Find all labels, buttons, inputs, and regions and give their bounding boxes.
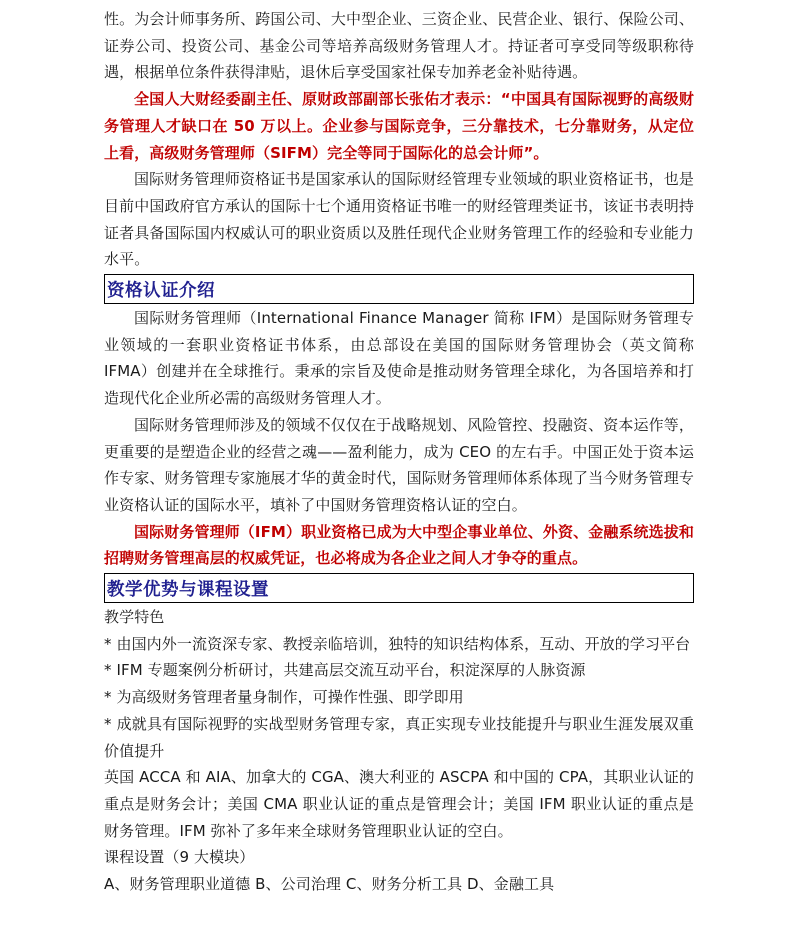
feature-item-3: * 为高级财务管理者量身制作，可操作性强、即学即用 (104, 688, 464, 707)
section-heading-certification (104, 274, 694, 304)
feature-item-1: * 由国内外一流资深专家、教授亲临培训，独特的知识结构体系，互动、开放的学习平台 (104, 634, 691, 653)
intro-quote: 全国人大财经委副主任、原财政部副部长张佑才表示：“中国具有国际视野的高级财务管理人才缺口在 50 万以上。企业参与国际竞争，三分靠技术，七分靠财务，从定位上看，高级财务管理师（SIFM）完全等同于国际化的总会计师”。 (104, 90, 694, 162)
intro-paragraph-2: 国际财务管理师资格证书是国家承认的国际财经管理专业领域的职业资格证书，也是目前中国政府官方承认的国际十七个通用资格证书唯一的财经管理类证书，该证书表明持证者具备国际国内权威认可的职业资质以及胜任现代企业财务管理工作的经验和专业能力水平。 (104, 170, 694, 269)
feature-item-2: * IFM 专题案例分析研讨，共建高层交流互动平台，积淀深厚的人脉资源 (104, 661, 586, 680)
features-label: 教学特色 (104, 608, 165, 627)
section-title-teaching: 教学优势与课程设置 (107, 579, 269, 600)
section-heading-teaching (104, 573, 694, 603)
feature-item-4: * 成就具有国际视野的实战型财务管理专家，真正实现专业技能提升与职业生涯发展双重价值提升 (104, 714, 694, 760)
courses-label: 课程设置（9 大模块） (104, 848, 255, 867)
document-page (104, 6, 694, 898)
certification-paragraph-1: 国际财务管理师（International Finance Manager 简称 IFM）是国际财务管理专业领域的一套职业资格证书体系，由总部设在美国的国际财务管理协会（英文简称 IFMA）创建并在全球推行。秉承的宗旨及使命是推动财务管理全球化，为各国培养和打造现代化企业所必需的高级财务管理人才。 (104, 309, 694, 408)
certification-comparison: 英国 ACCA 和 AIA、加拿大的 CGA、澳大利亚的 ASCPA 和中国的 CPA，其职业认证的重点是财务会计；美国 CMA 职业认证的重点是管理会计；美国 IFM 职业认证的重点是财务管理。IFM 弥补了多年来全球财务管理职业认证的空白。 (104, 768, 694, 840)
courses-line: A、财务管理职业道德 B、公司治理 C、财务分析工具 D、金融工具 (104, 875, 555, 894)
intro-paragraph-1: 性。为会计师事务所、跨国公司、大中型企业、三资企业、民营企业、银行、保险公司、证券公司、投资公司、基金公司等培养高级财务管理人才。持证者可享受同等级职称待遇，根据单位条件获得津贴，退休后享受国家社保专加养老金补贴待遇。 (104, 10, 694, 82)
certification-emphasis: 国际财务管理师（IFM）职业资格已成为大中型企事业单位、外资、金融系统选拔和招聘财务管理高层的权威凭证，也必将成为各企业之间人才争夺的重点。 (104, 522, 694, 568)
certification-paragraph-2: 国际财务管理师涉及的领域不仅仅在于战略规划、风险管控、投融资、资本运作等，更重要的是塑造企业的经营之魂——盈利能力，成为 CEO 的左右手。中国正处于资本运作专家、财务管理专家施展才华的黄金时代，国际财务管理师体系体现了当今财务管理专业资格认证的国际水平，填补了中国财务管理资格认证的空白。 (104, 415, 694, 514)
section-title-certification: 资格认证介绍 (107, 280, 215, 301)
